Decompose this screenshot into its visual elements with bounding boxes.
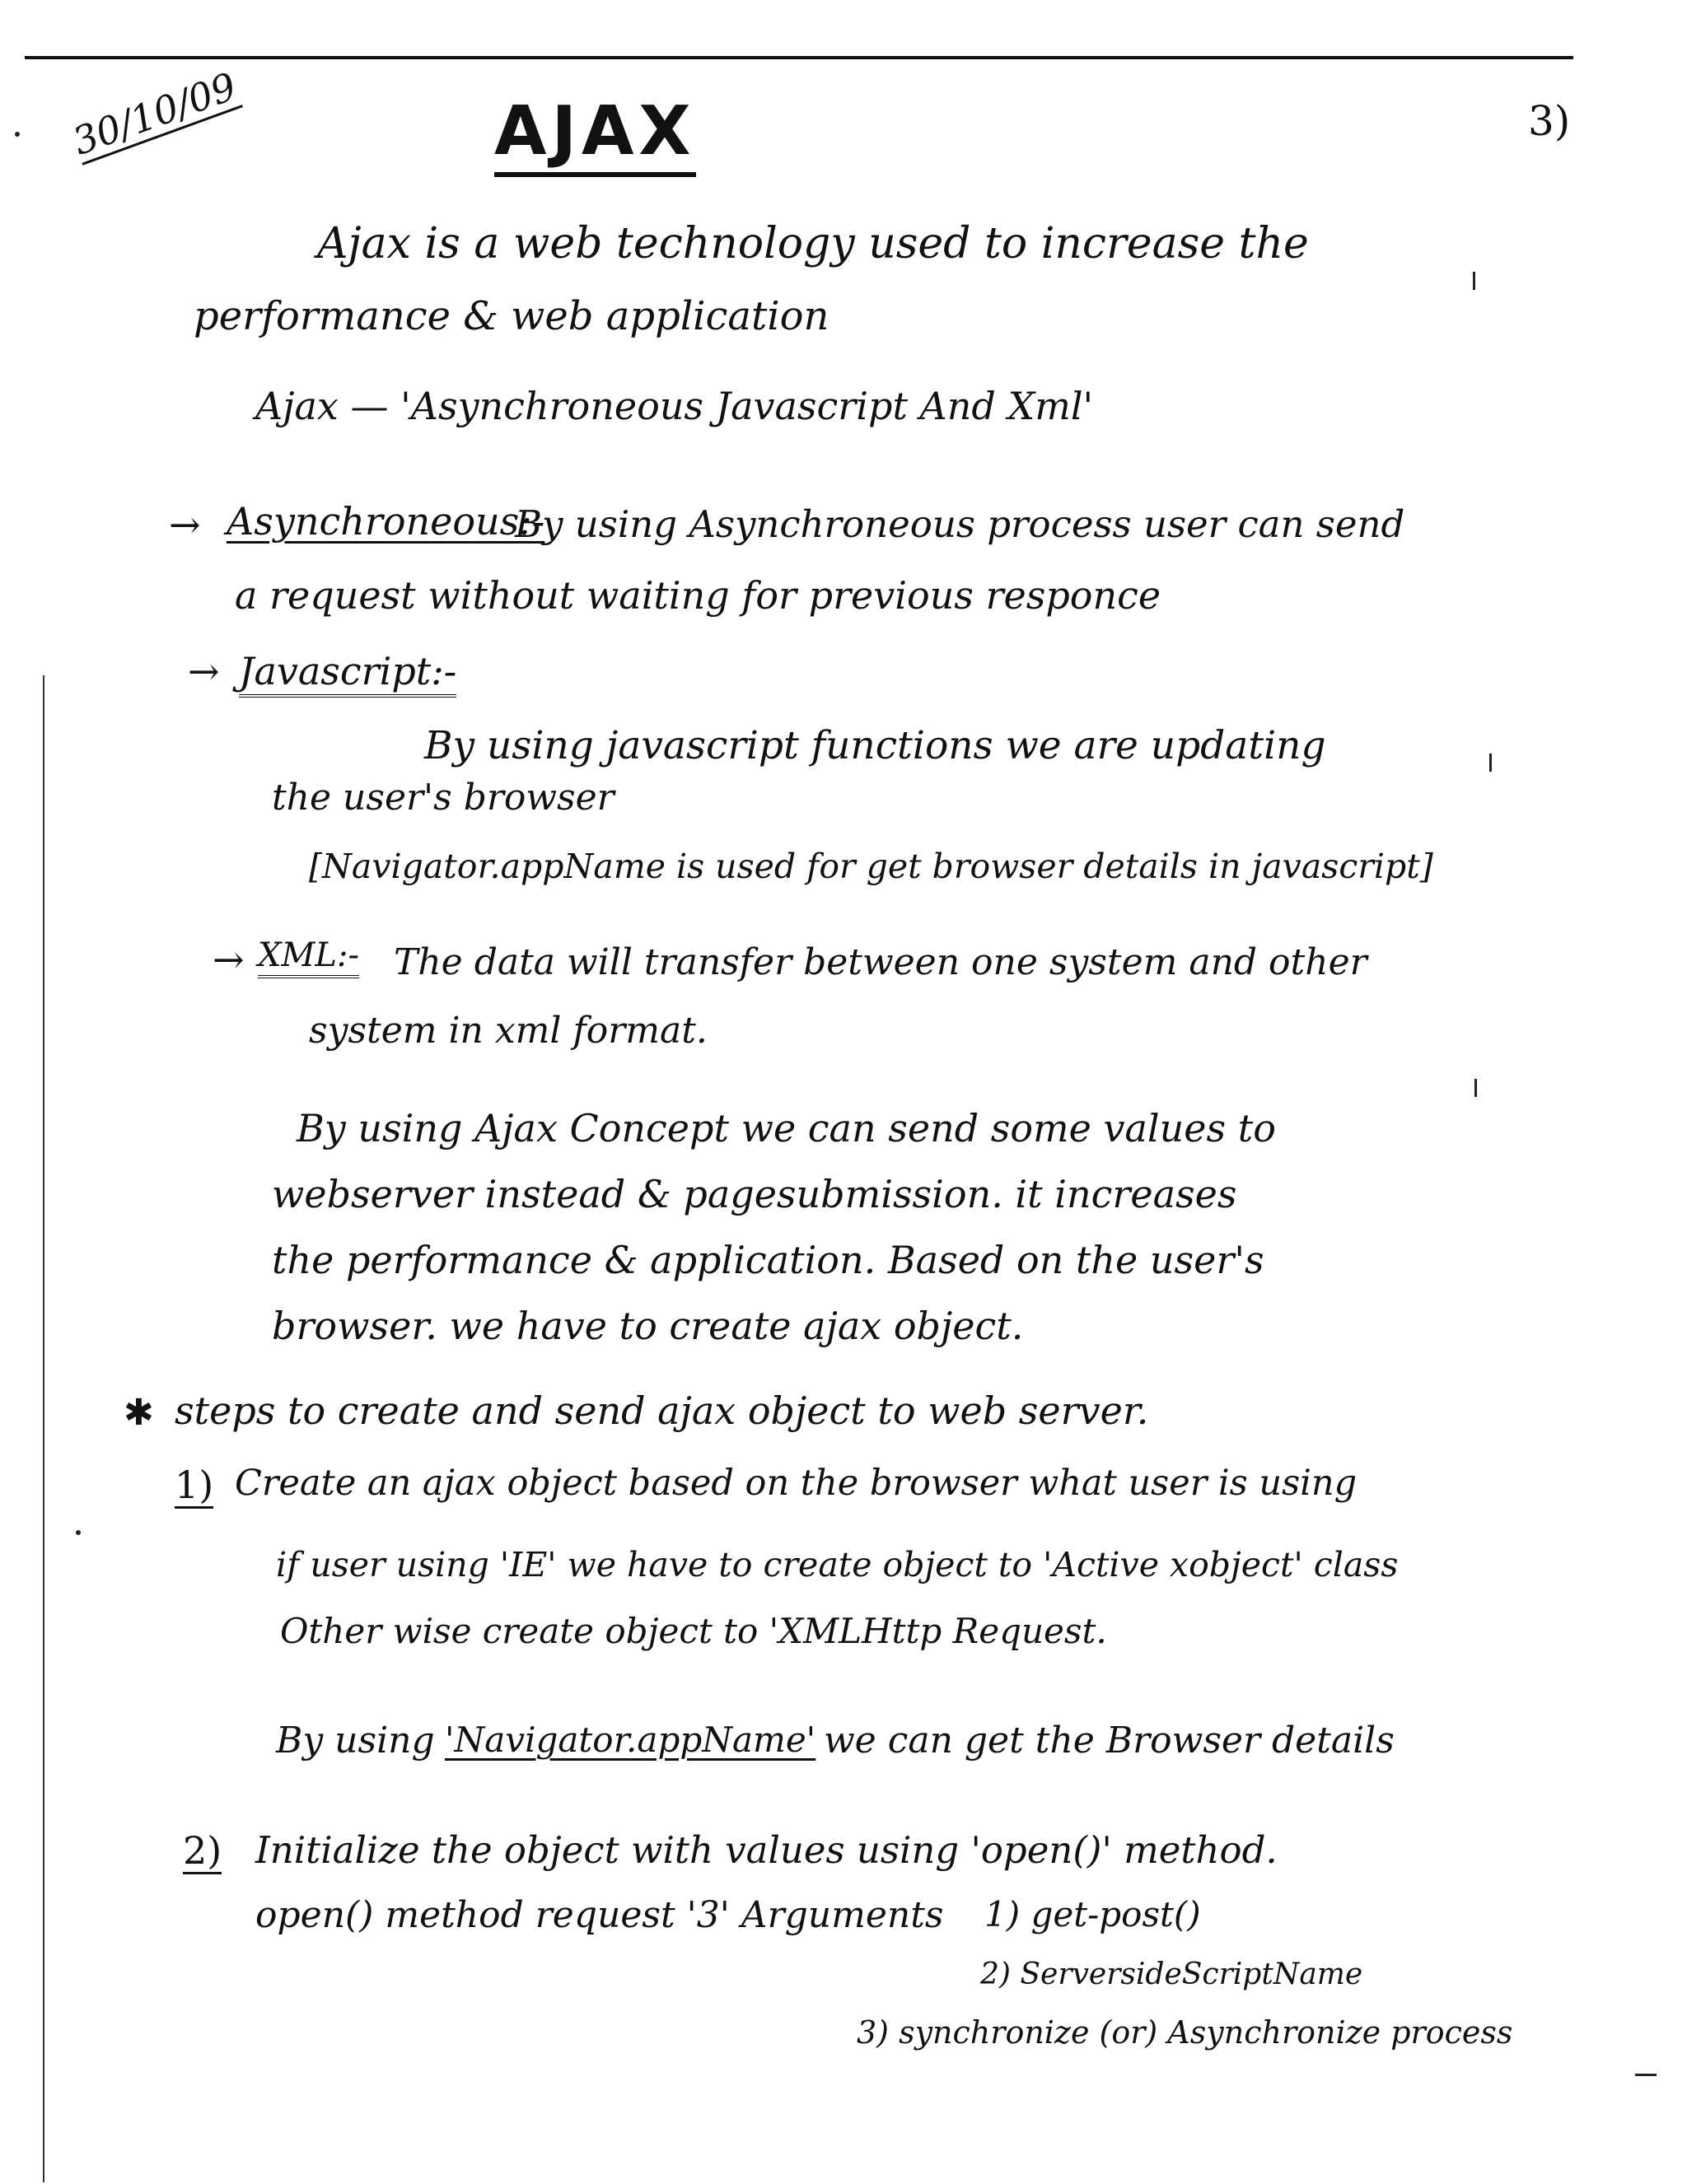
js-heading: Javascript:- [239, 651, 456, 698]
js-note: [Navigator.appName is used for get browser details in javascript] [309, 847, 1433, 886]
page-date: 30/10/09 [67, 63, 242, 164]
async-body-2: a request without waiting for previous responce [235, 573, 1161, 618]
scan-speck [1489, 754, 1492, 772]
step-2-number: 2) [183, 1828, 222, 1873]
step-2-text: Initialize the object with values using 'open()' method. [255, 1828, 1278, 1872]
scan-speck [76, 1530, 81, 1535]
step-1-text: Create an ajax object based on the browser what user is using [235, 1463, 1358, 1504]
paragraph-line-4: browser. we have to create ajax object. [272, 1304, 1024, 1348]
intro-line-1: Ajax is a web technology used to increase the [317, 219, 1309, 268]
step-1-navigator-key: 'Navigator.appName' [445, 1720, 816, 1760]
steps-heading: steps to create and send ajax object to web server. [175, 1388, 1149, 1433]
async-arrow: → [169, 502, 201, 547]
left-margin-rule [43, 675, 44, 2182]
step-1-number: 1) [175, 1463, 214, 1507]
js-arrow: → [188, 649, 220, 693]
xml-body-2: system in xml format. [309, 1010, 708, 1052]
step-1-ie: if user using 'IE' we have to create object to 'Active xobject' class [276, 1545, 1399, 1584]
step-1-other: Other wise create object to 'XMLHttp Request. [280, 1611, 1107, 1651]
steps-star: ✱ [124, 1392, 154, 1434]
async-heading: Asynchroneous:- [227, 499, 545, 544]
argument-2: 2) ServersideScriptName [980, 1958, 1363, 1991]
argument-1: 1) get-post() [984, 1894, 1201, 1934]
scan-speck [15, 132, 20, 137]
async-body-1: By using Asynchroneous process user can send [515, 502, 1405, 546]
js-body-1: By using javascript functions we are updating [424, 723, 1326, 768]
scan-speck [1474, 1079, 1477, 1097]
top-rule [25, 56, 1573, 59]
intro-line-2: performance & web application [194, 293, 829, 339]
step-2-arguments: open() method request '3' Arguments [255, 1894, 944, 1936]
step-1-navigator-pre: By using [276, 1720, 435, 1762]
paragraph-line-2: webserver instead & pagesubmission. it increases [272, 1172, 1237, 1216]
paragraph-line-3: the performance & application. Based on the user's [272, 1238, 1264, 1282]
page-title: AJAX [494, 95, 696, 177]
xml-heading: XML:- [258, 937, 359, 978]
page-number: 3) [1528, 97, 1571, 145]
paragraph-line-1: By using Ajax Concept we can send some values to [297, 1106, 1276, 1150]
step-1-navigator-post: we can get the Browser details [824, 1720, 1395, 1762]
scan-speck [1635, 2074, 1657, 2076]
xml-body-1: The data will transfer between one system and other [394, 941, 1367, 983]
scan-speck [1473, 272, 1475, 290]
xml-arrow: → [213, 937, 245, 982]
js-body-2: the user's browser [272, 777, 615, 819]
argument-3: 3) synchronize (or) Asynchronize process [857, 2014, 1513, 2051]
ajax-expansion: Ajax — 'Asynchroneous Javascript And Xml' [255, 384, 1094, 428]
